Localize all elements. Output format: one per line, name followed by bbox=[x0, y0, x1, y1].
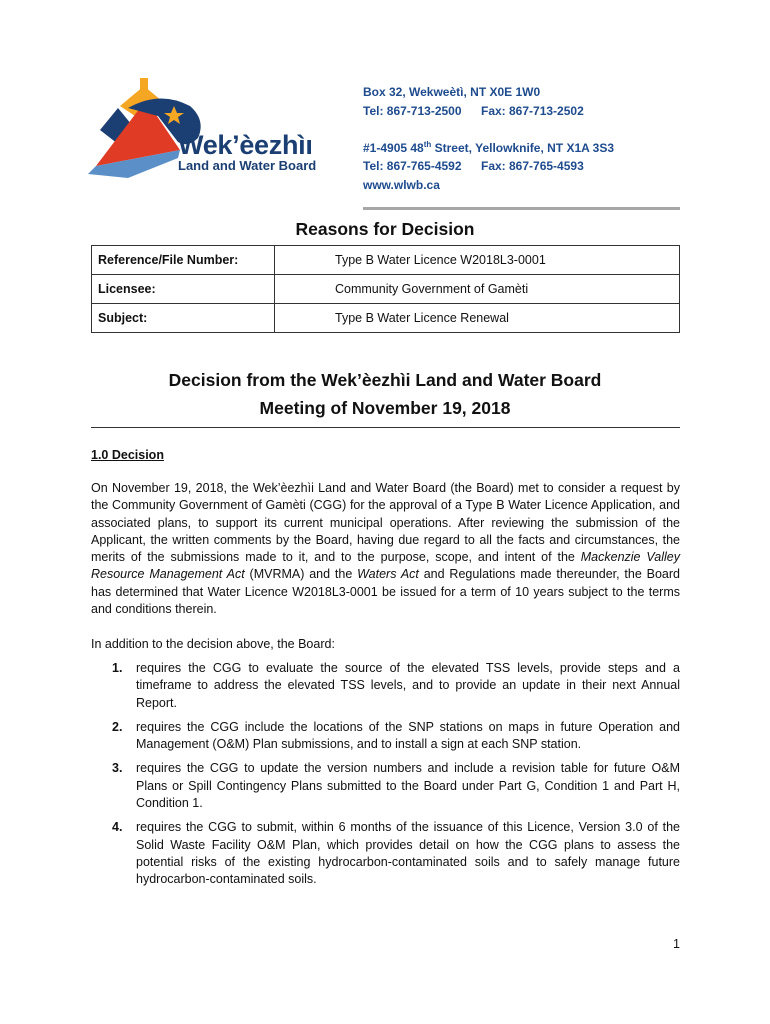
header-divider bbox=[363, 207, 680, 210]
fax-1: Fax: 867-713-2502 bbox=[481, 104, 584, 118]
list-item-number: 1. bbox=[112, 661, 123, 675]
tel-2: Tel: 867-765-4592 bbox=[363, 159, 462, 173]
ref-value: Type B Water Licence W2018L3-0001 bbox=[275, 246, 680, 275]
subject-value: Type B Water Licence Renewal bbox=[275, 304, 680, 333]
document-title: Reasons for Decision bbox=[295, 219, 475, 239]
decision-heading-line-2: Meeting of November 19, 2018 bbox=[259, 398, 511, 418]
list-item-text: requires the CGG to evaluate the source of the elevated TSS levels, provide steps and a timeframe to address the elevated TSS levels, and to provide an update in their next Annual Report. bbox=[136, 661, 680, 710]
list-item bbox=[91, 719, 680, 754]
list-item-text: requires the CGG to update the version numbers and include a revision table for future O&M Plans or Spill Contingency Plans submitted to the Board under Part G, Condition 1 and Part H, Condition 1. bbox=[136, 761, 680, 811]
org-subtitle: Land and Water Board bbox=[178, 158, 317, 173]
decision-paragraph: On November 19, 2018, the Wek’èezhìi Land and Water Board (the Board) met to consider a request by the Community Government of Gamèti (CGG) for the approval of a Type B Water Licence Application, and associated plans, to support its current municipal operations. After reviewing the submission of the Applicant, the written comments by the Board, having due regard to all the facts and circumstances, the merits of the submissions made to it, and to the purpose, scope, and intent of the Mackenzie Valley Resource Management Act (MVRMA) and the Waters Act and Regulations made thereunder, the Board has determined that Water Licence W2018L3-0001 be issued for a term of 10 years subject to the terms and conditions therein. bbox=[91, 481, 680, 617]
list-item-number: 2. bbox=[112, 719, 123, 734]
intro-paragraph: In addition to the decision above, the Board: bbox=[91, 637, 335, 651]
website-link[interactable]: www.wlwb.ca bbox=[363, 178, 440, 192]
requirements-list bbox=[91, 660, 680, 896]
subject-label: Subject: bbox=[92, 304, 275, 333]
heading-divider bbox=[91, 427, 680, 428]
list-item-number: 4. bbox=[112, 820, 123, 835]
tel-1: Tel: 867-713-2500 bbox=[363, 104, 462, 118]
list-item bbox=[91, 819, 680, 888]
list-item-number: 3. bbox=[112, 761, 123, 776]
list-item bbox=[91, 760, 680, 812]
address-line-2: #1-4905 48th Street, Yellowknife, NT X1A 3S3 bbox=[363, 140, 615, 155]
table-row bbox=[92, 275, 680, 304]
org-name: Wek’èezhìı bbox=[178, 130, 313, 160]
reference-table bbox=[91, 245, 680, 333]
phone-line-2 bbox=[363, 159, 584, 173]
section-title: 1.0 Decision bbox=[91, 448, 164, 462]
ref-label: Reference/File Number: bbox=[92, 246, 275, 275]
list-item bbox=[91, 660, 680, 712]
list-item-text: requires the CGG to submit, within 6 months of the issuance of this Licence, Version 3.0 of the Solid Waste Facility O&M Plan, which provides detail on how the CGG plans to assess the potential risks of the existing hydrocarbon-contaminated soils and to safely manage future hydrocarbon-contaminated soils. bbox=[136, 820, 680, 887]
licensee-value: Community Government of Gamèti bbox=[275, 275, 680, 304]
page-number: 1 bbox=[673, 937, 680, 951]
table-row bbox=[92, 304, 680, 333]
table-row bbox=[92, 246, 680, 275]
list-item-text: requires the CGG include the locations of the SNP stations on maps in future Operation and Management (O&M) Plan submissions, and to install a sign at each SNP station. bbox=[136, 719, 680, 752]
licensee-label: Licensee: bbox=[92, 275, 275, 304]
address-line-1: Box 32, Wekweètì, NT X0E 1W0 bbox=[363, 85, 541, 99]
fax-2: Fax: 867-765-4593 bbox=[481, 159, 584, 173]
decision-heading-line-1: Decision from the Wek’èezhìi Land and Water Board bbox=[168, 370, 602, 390]
phone-line-1 bbox=[363, 104, 584, 118]
